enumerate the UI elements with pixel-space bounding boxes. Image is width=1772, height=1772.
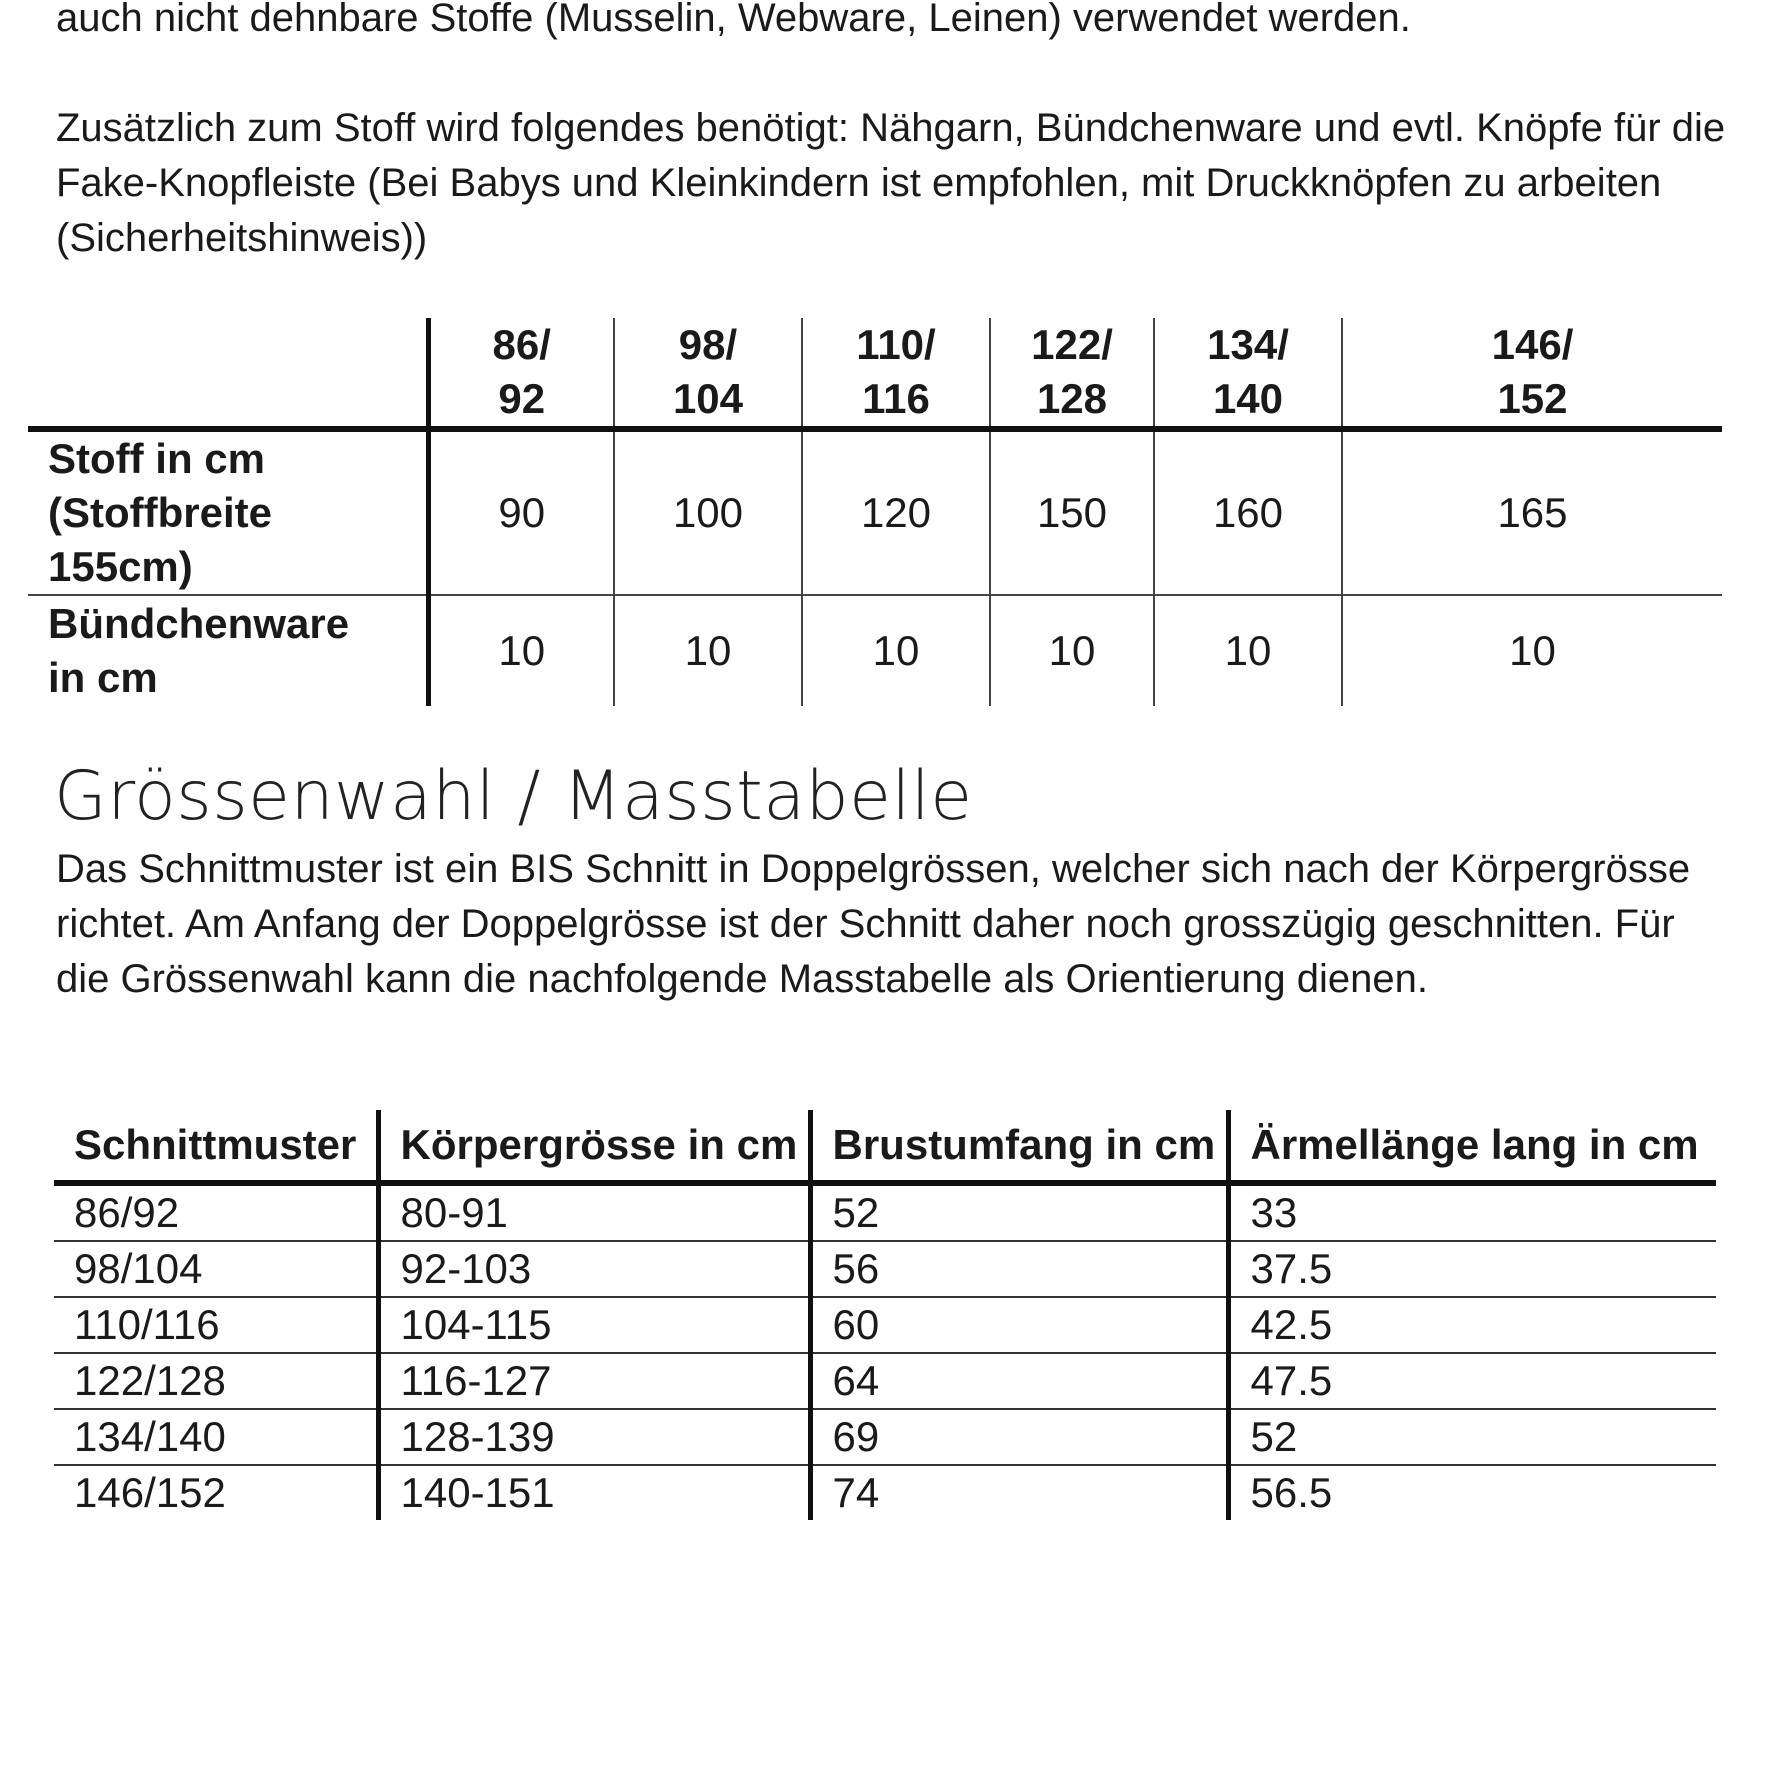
section-heading: Grössenwahl / Masstabelle	[54, 757, 973, 836]
material-header-row	[28, 318, 1722, 429]
material-cell: 10	[990, 595, 1154, 706]
material-row-cuff	[28, 595, 1722, 706]
size-cell: 92-103	[378, 1241, 810, 1297]
material-size-header: 122/ 128	[990, 318, 1154, 429]
material-row-label: Bündchenware in cm	[28, 595, 428, 706]
size-cell: 60	[810, 1297, 1228, 1353]
size-cell: 52	[1250, 1413, 1298, 1460]
size-cell: 116-127	[378, 1353, 810, 1409]
size-cell: 52	[810, 1183, 1228, 1241]
material-cell: 90	[428, 429, 614, 595]
size-cell: 110/116	[54, 1297, 378, 1353]
material-cell: 150	[990, 429, 1154, 595]
material-cell: 10	[428, 595, 614, 706]
size-header-row	[54, 1110, 1716, 1183]
size-cell: 98/104	[54, 1241, 378, 1297]
size-cell: 146/152	[54, 1465, 378, 1520]
size-cell: 140-151	[378, 1465, 810, 1520]
size-table	[54, 1110, 1716, 1520]
table-row	[54, 1241, 1716, 1297]
size-cell: 33	[1250, 1189, 1298, 1236]
table-row	[54, 1353, 1716, 1409]
material-cell: 120	[802, 429, 990, 595]
material-cell: 10	[614, 595, 802, 706]
size-cell: 122/128	[54, 1353, 378, 1409]
material-header-corner	[28, 318, 428, 429]
size-header-cell: Schnittmuster	[54, 1110, 378, 1183]
material-cell: 10	[1154, 595, 1342, 706]
size-cell: 74	[810, 1465, 1228, 1520]
table-row	[54, 1465, 1716, 1520]
size-cell: 104-115	[378, 1297, 810, 1353]
supplies-paragraph: Zusätzlich zum Stoff wird folgendes benötigt: Nähgarn, Bündchenware und evtl. Knöpfe für die Fake-Knopfleiste (Bei Babys und Kleinkindern ist empfohlen, mit Druckknöpfen zu arbeiten (Sicherheitshinweis))	[56, 106, 1726, 260]
material-cell: 100	[614, 429, 802, 595]
size-header-cell: Ärmellänge lang in cm	[1250, 1121, 1699, 1168]
material-cell: 165	[1497, 489, 1568, 536]
size-cell: 80-91	[378, 1183, 810, 1241]
size-cell: 56.5	[1250, 1469, 1333, 1516]
material-size-header: 146/ 152	[1491, 321, 1574, 422]
size-cell: 64	[810, 1353, 1228, 1409]
size-cell: 37.5	[1250, 1245, 1333, 1292]
size-cell: 128-139	[378, 1409, 810, 1465]
material-row-fabric	[28, 429, 1722, 595]
material-cell: 10	[802, 595, 990, 706]
size-cell: 69	[810, 1409, 1228, 1465]
material-size-header: 98/ 104	[614, 318, 802, 429]
size-header-cell: Körpergrösse in cm	[378, 1110, 810, 1183]
material-table	[28, 318, 1722, 706]
material-cell: 10	[1509, 627, 1556, 674]
material-size-header: 86/ 92	[428, 318, 614, 429]
material-size-header: 110/ 116	[802, 318, 990, 429]
size-description-paragraph: Das Schnittmuster ist ein BIS Schnitt in Doppelgrössen, welcher sich nach der Körpergrösse richtet. Am Anfang der Doppelgrösse ist der Schnitt daher noch grosszügig geschnitten. Für die Grössenwahl kann die nachfolgende Masstabelle als Orientierung dienen.	[56, 847, 1691, 1001]
size-header-cell: Brustumfang in cm	[810, 1110, 1228, 1183]
intro-line: auch nicht dehnbare Stoffe (Musselin, Webware, Leinen) verwendet werden.	[56, 0, 1411, 40]
material-size-header: 134/ 140	[1154, 318, 1342, 429]
size-cell: 47.5	[1250, 1357, 1333, 1404]
size-cell: 56	[810, 1241, 1228, 1297]
table-row	[54, 1297, 1716, 1353]
size-cell: 86/92	[54, 1183, 378, 1241]
table-row	[54, 1183, 1716, 1241]
size-cell: 42.5	[1250, 1301, 1333, 1348]
size-cell: 134/140	[54, 1409, 378, 1465]
table-row	[54, 1409, 1716, 1465]
material-cell: 160	[1154, 429, 1342, 595]
material-row-label: Stoff in cm (Stoffbreite 155cm)	[28, 429, 428, 595]
